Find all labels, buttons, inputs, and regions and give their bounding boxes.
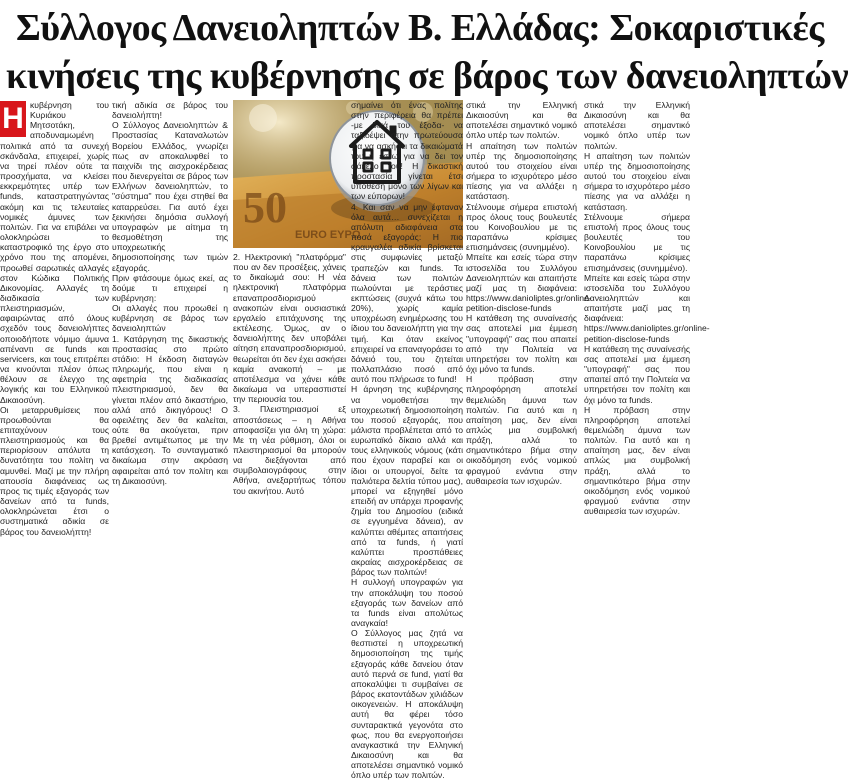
article-column-6 [584, 100, 710, 550]
paragraph: Η απαίτηση των πολιτών υπέρ της δημοσιοποίησης αυτού του στοιχείου είναι σήμερα το ισχυρότερο μέσο πίεσης για να αλλάξει η κατάσταση. [584, 150, 690, 212]
headline-line-2: κινήσεις της κυβέρνησης σε βάρος των δανειοληπτών [6, 55, 848, 97]
paragraph: 3. Πλειστηριασμοί εξ αποστάσεως – η Αθήνα αποφασίζει για όλη τη χώρα: Με τη νέα ρύθμιση, όλοι οι πλειστηριασμοί θα μπορούν να διεξάγονται από συμβολαιογράφους στην Αθήνα, ανεξαρτήτως τόπου του ακινήτου. Αυτό [233, 404, 346, 496]
paragraph: Η πρόβαση στην πληροφόρηση αποτελεί θεμελιώδη άμυνα των πολιτών. Για αυτό και η απαίτηση μας, δεν είναι απλώς μια συμβολική πράξη, αλλά το σημαντικότερο βήμα στην οικοδόμηση ενός νομικού φραγμού ενάντια στην αυθαιρεσία των ισχυρών. [584, 404, 690, 517]
article-headline [0, 6, 848, 98]
paragraph: 2. Ηλεκτρονική "πλατφόρμα" που αν δεν προσέξεις, χάνεις το δικαίωμά σου: Η νέα ηλεκτρονική πλατφόρμα επαναπροσδιορισμού ανακοπών είναι ουσιαστικά εργαλείο επιτάχυνσης της εκτέλεσης. Όμως, αν ο δανειολήπτης δεν υποβάλει αίτηση επαναπροσδιορισμού, θεωρείται ότι δεν έχει ασκήσει καμία ανακοπή – με αποτέλεσμα να χάνει κάθε δικαίωμα να υπερασπιστεί την περιουσία του. [233, 252, 346, 405]
paragraph: Η συλλογή υπογραφών για την αποκάλυψη του ποσού εξαγοράς των δανείων από τα funds είναι απολύτως αναγκαία! [351, 577, 463, 628]
bokeh-light [249, 104, 277, 132]
paragraph: σημαίνει ότι ένας πολίτης στην περιφέρεια θα πρέπει -με δικά του έξοδα- να ταξιδέψει στην πρωτεύουσα για να ασκήσει τα δικαιώματά του ή έστω για να δει τον φάκελο του! Η δικαστική προστασία γίνεται έτσι υπόθεση μόνο των λίγων και των εύπορων! [351, 100, 463, 202]
paragraph: Μπείτε και εσείς τώρα στην ιστοσελίδα του Συλλόγου Δανειοληπτών και απαιτήστε μαζί μας τη διαφάνεια: https://www.danioliptes.gr/online-petition-disclose-funds [584, 272, 710, 344]
paragraph: Ο Σύλλογος Δανειοληπτών & Προστασίας Καταναλωτών Βορείου Ελλάδος, γνωρίζει πως αν αποκαλυφθεί το παιχνίδι της αισχροκέρδειας που διενεργείται σε βάρος των Ελλήνων δανειοληπτών, το "σύστημα" που έχει στηθεί θα καταρρεύσει. Για αυτό έχει ξεκινήσει δημόσια συλλογή υπογραφών με αίτημα τη θεσμοθέτηση της υποχρεωτικής δημοσιοποίησης των τιμών εξαγοράς. [112, 120, 228, 273]
paragraph: Η απαίτηση των πολιτών υπέρ της δημοσιοποίησης αυτού του στοιχείου είναι σήμερα το ισχυρότερο μέσο πίεσης για να αλλάξει η κατάσταση. [466, 140, 577, 202]
article-column-3 [233, 252, 346, 550]
paragraph: Η πρόβαση στην πληροφόρηση αποτελεί θεμελιώδη άμυνα των πολιτών. Για αυτό και η απαίτηση μας, δεν είναι απλώς μια συμβολική πράξη, αλλά το σημαντικότερο βήμα στην οικοδόμηση ενός νομικού φραγμού ενάντια στην αυθαιρεσία των ισχυρών. [466, 374, 577, 486]
banknote-text: EURO ΕΥΡΩ [295, 229, 361, 241]
paragraph: τική αδικία σε βάρος του δανειολήπτη! [112, 100, 228, 121]
article-column-1 [0, 100, 109, 550]
paragraph: Η κατάθεση της συναίνεσής σας αποτελεί μια έμμεση "υπογραφή" σας που απαιτεί από την Πολιτεία να υπηρετήσει τον πολίτη και όχι μόνο τα funds. [466, 313, 577, 375]
article-column-5 [466, 100, 592, 550]
paragraph: κυβέρνηση του Κυριάκου Μητσοτάκη, αποδυναμωμένη πολιτικά από τα συνεχή σκάνδαλα, επιχειρεί, χωρίς να τηρεί πλέον ούτε τα προσχήματα, να κλείσει εκκρεμότητες υπέρ των funds, καταστρατηγώντας ακόμη και τις τελευταίες νομικές άμυνες των πολιτών. Για να επιβάλει να ολοκληρώσει το καταστροφικό της έργο στο χρόνο που της απομένει, προωθεί σαρωτικές αλλαγές στον Κώδικα Πολιτικής Δικονομίας. Αλλαγές τη διαδικασία των πλειστηριασμών, αφαιρώντας από όλους σχεδόν τους δανειολήπτες οποιοδήποτε νόμιμο άμυνα απέναντι σε funds και servicers, και τους επιτρέπει να κινούνται πλέον όπως θέλουν σε έλεγχο της λογικής και του Ελληνικού Δικαιοσύνη. [0, 100, 109, 405]
paragraph: 4. Και σαν να μην έφταναν όλα αυτά… συνεχίζεται η απόλυτη αδιαφάνεια στα ποσά εξαγοράς: Η πιο κραυγαλέα αδικία βρίσκεται στις συμφωνίες μεταξύ τραπεζών και funds. Τα δάνεια των πολιτών πωλούνται με τεράστιες εκπτώσεις (συχνά κάτω του 20%), χωρίς καμία υποχρέωση ενημέρωσης του ίδιου του δανειολήπτη για την τιμή. Και όταν εκείνος επιχειρεί να επαναγοράσει το δάνειό του, του ζητείται πολλαπλάσιο ποσό από αυτό που πλήρωσε το fund! [351, 201, 463, 385]
paragraph: Πριν φτάσουμε όμως εκεί, ας δούμε τι επιχειρεί η κυβέρνηση: [112, 272, 228, 303]
paragraph: Η άρνηση της κυβέρνησης να νομοθετήσει την υποχρεωτική δημοσιοποίηση του ποσού εξαγοράς, που μάλιστα προβλέπεται από το ευρωπαϊκό δίκαιο αλλά και τους ελληνικούς νόμους (κάτι που έχουν παραβεί και οι ίδιοι οι υπουργοί, δείτε τα παλιότερα δελτία τύπου μας), μπορεί να εξηγηθεί μόνο επειδή αν υπάρχει προφανής ζημία του Δημοσίου (ειδικά σε εγγυημένα δάνεια), αν καλύπτει αθέμιτες απαιτήσεις από τα funds, ή γιατί καλύπτει προσπάθειες ακραίας αισχροκέρδειας σε βάρος των πολιτών! [351, 384, 463, 578]
paragraph: Μπείτε και εσείς τώρα στην ιστοσελίδα του Συλλόγου Δανειοληπτών και απαιτήστε μαζί μας τη διαφάνεια: https://www.danioliptes.gr/online-petition-disclose-funds [466, 252, 592, 314]
paragraph: Οι μεταρρυθμίσεις που προωθούνται θα επιταχύνουν τους πλειστηριασμούς και θα περιορίσουν απόλυτα τη δυνατότητα του πολίτη να αμυνθεί. Μαζί με την πλήρη απουσία διαφάνειας ως προς τις τιμές εξαγοράς των δανείων από τα funds, ολοκληρώνεται έτσι ο συστηματικά αδικία σε βάρος του δανειολήπτη! [0, 404, 109, 537]
headline-line-1: Σύλλογος Δανειοληπτών Β. Ελλάδας: Σοκαριστικές [16, 7, 824, 49]
banknote-value: 50 [243, 183, 287, 232]
paragraph: Στέλνουμε σήμερα επιστολή προς όλους τους βουλευτές του Κοινοβουλίου με τις παραπάνω κρίσιμες επισημάνσεις (συνημμένο). [584, 211, 690, 273]
paragraph: Η κατάθεση της συναίνεσής σας αποτελεί μια έμμεση "υπογραφή" σας που απαιτεί από την Πολιτεία να υπηρετήσει τον πολίτη και όχι μόνο τα funds. [584, 343, 690, 405]
paragraph: στικά την Ελληνική Δικαιοσύνη και θα αποτελέσει σημαντικό νομικό όπλο υπέρ των πολιτών. [584, 100, 690, 151]
paragraph: Στέλνουμε σήμερα επιστολή προς όλους τους βουλευτές του Κοινοβουλίου με τις παραπάνω κρίσιμες επισημάνσεις (συνημμένο). [466, 201, 577, 253]
article-column-4 [351, 100, 463, 780]
paragraph: Ο Σύλλογος μας ζητά να θεσπιστεί η υποχρεωτική δημοσιοποίηση της τιμής εξαγοράς κάθε δανείου όταν αυτό περνά σε fund, γιατί θα αποκαλύψει τι συμβαίνει σε βάρος εκατοντάδων χιλιάδων οικογενειών. Η αποκάλυψη αυτή θα φέρει τόσο συνταρακτικά γεγονότα στο φως, που θα ενεργοποιήσει αναγκαστικά την Ελληνική Δικαιοσύνη και θα αποτελέσει σημαντικό νομικό όπλο υπέρ των πολιτών. [351, 628, 463, 780]
paragraph: 1. Κατάργηση της δικαστικής προστασίας στο πρώτο στάδιο: Η έκδοση διαταγών πληρωμής, που είναι η αφετηρία της διαδικασίας πλειστηριασμού, δεν θα γίνεται πλέον από δικαστήριο, αλλά από δικηγόρους! Ο οφειλέτης δεν θα καλείται, ούτε θα ακούγεται, πριν βρεθεί αντιμέτωπος με την κατάσχεση. Το συνταγματικό δικαίωμα στην ακρόαση αφαιρείται από τον πολίτη και τη Δικαιοσύνη. [112, 333, 228, 486]
paragraph: Οι αλλαγές που προωθεί η κυβέρνηση σε βάρος των δανειοληπτών [112, 303, 228, 334]
paragraph: στικά την Ελληνική Δικαιοσύνη και θα αποτελέσει σημαντικό νομικό όπλο υπέρ των πολιτών. [466, 100, 577, 141]
article-column-2 [112, 100, 228, 550]
dropcap-letter: Η [0, 101, 26, 137]
